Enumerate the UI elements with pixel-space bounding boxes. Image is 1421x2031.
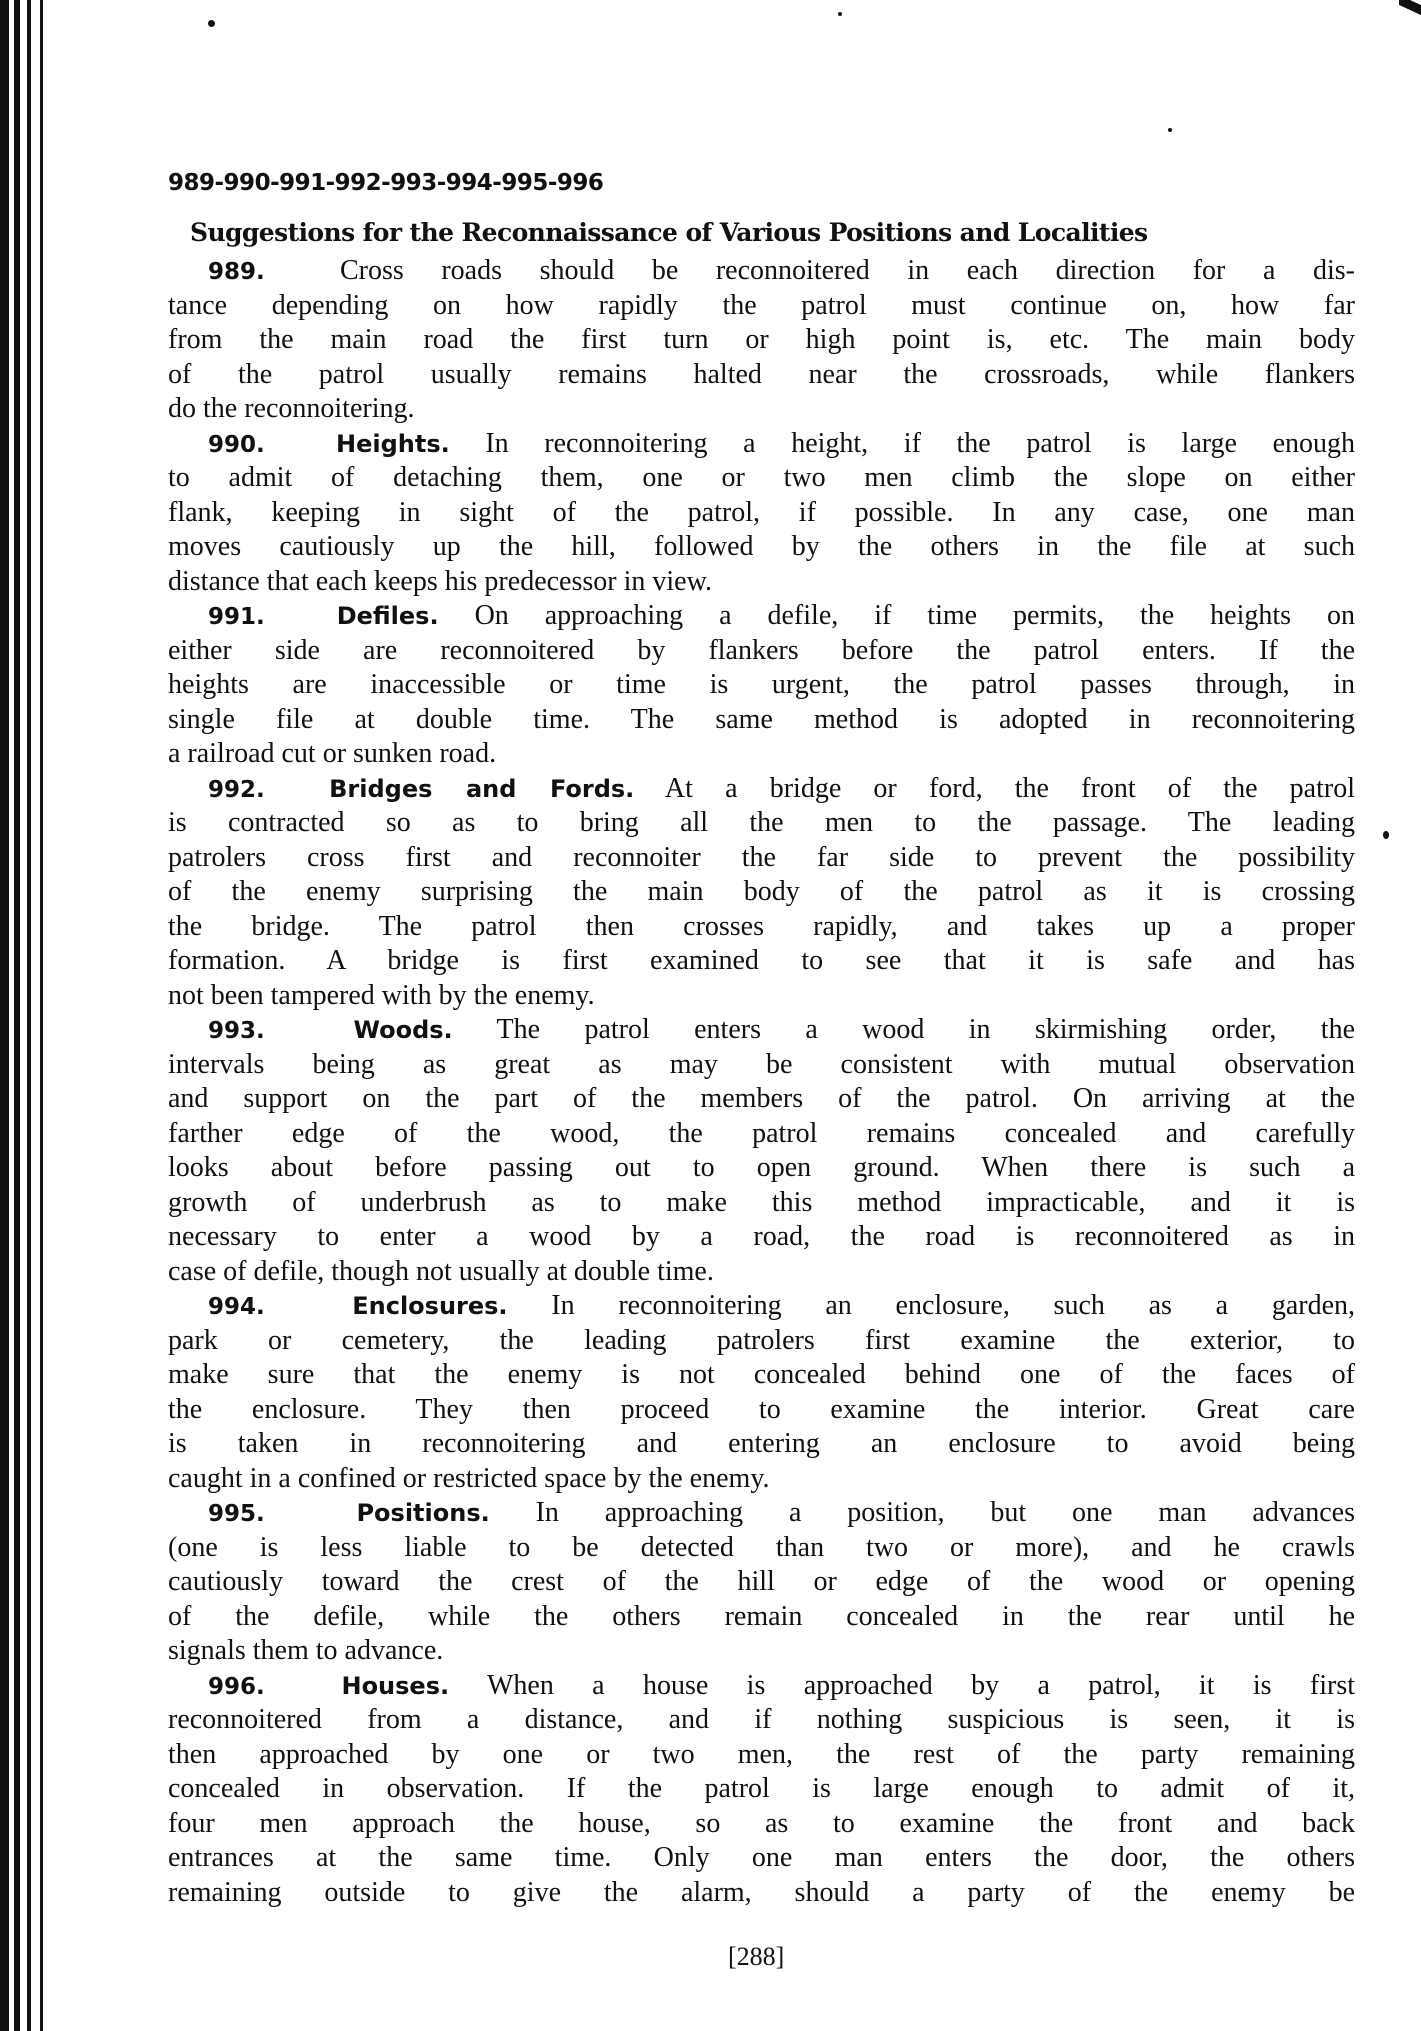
- line-text: In approaching a position, but one man advances: [535, 1497, 1355, 1528]
- text-line: [168, 1772, 1355, 1807]
- line-text: In reconnoitering an enclosure, such as a garden,: [551, 1290, 1355, 1321]
- section-title: Suggestions for the Reconnaissance of Various Positions and Localities: [190, 218, 1148, 247]
- text-line: [168, 461, 1355, 496]
- line-text: When a house is approached by a patrol, it is first: [486, 1669, 1355, 1701]
- scan-speck: [1383, 831, 1389, 839]
- line-text: The patrol enters a wood in skirmishing order, the: [496, 1014, 1355, 1045]
- section-range-header: 989-990-991-992-993-994-995-996: [168, 170, 604, 196]
- line-text: flank, keeping in sight of the patrol, if possible. In any case, one man: [168, 496, 1355, 528]
- page-binding-edge: [27, 0, 31, 2031]
- text-line: [168, 841, 1355, 876]
- line-text: looks about before passing out to open ground. When there is such a: [168, 1152, 1355, 1183]
- line-text: At a bridge or ford, the front of the patrol: [664, 772, 1355, 804]
- text-line: [168, 1738, 1355, 1773]
- paragraph: [168, 427, 1355, 600]
- line-text: Cross roads should be reconnoitered in each direction for a dis-: [339, 255, 1355, 286]
- line-text: not been tampered with by the enemy.: [168, 979, 595, 1011]
- paragraph: [168, 1496, 1355, 1669]
- text-line: [168, 1703, 1355, 1738]
- line-text: a railroad cut or sunken road.: [168, 738, 497, 769]
- text-line: [168, 254, 1355, 289]
- line-text: distance that each keeps his predecessor in view.: [168, 565, 712, 597]
- document-body: [168, 254, 1355, 1910]
- paragraph-heading: Bridges and Fords.: [329, 774, 635, 803]
- paragraph-number: 993.: [208, 1018, 265, 1044]
- text-line: [168, 1807, 1355, 1842]
- scan-speck: [838, 12, 842, 16]
- text-line: [168, 1358, 1355, 1393]
- text-line: [168, 1393, 1355, 1428]
- text-line: [168, 1876, 1355, 1911]
- page-binding-edge: [14, 0, 20, 2031]
- paragraph: [168, 1289, 1355, 1496]
- line-text: then approached by one or two men, the rest of the party remaining: [168, 1738, 1355, 1770]
- page-number: [288]: [728, 1942, 785, 1971]
- line-text: formation. A bridge is first examined to see that it is safe and has: [168, 945, 1355, 976]
- text-line: [168, 1565, 1355, 1600]
- line-text: make sure that the enemy is not concealed behind one of the faces of: [168, 1359, 1355, 1390]
- line-text: concealed in observation. If the patrol is large enough to admit of it,: [168, 1773, 1355, 1804]
- text-line: [168, 496, 1355, 531]
- paragraph-number: 996.: [208, 1673, 265, 1700]
- text-line: [168, 1462, 1355, 1497]
- page-binding-edge: [40, 0, 43, 2031]
- paragraph-number: 992.: [208, 776, 265, 803]
- text-line: [168, 979, 1355, 1014]
- text-line: [168, 289, 1355, 324]
- scan-speck: [208, 20, 215, 27]
- line-text: single file at double time. The same method is adopted in reconnoitering: [168, 703, 1355, 735]
- text-line: [168, 806, 1355, 841]
- line-text: In reconnoitering a height, if the patrol is large enough: [485, 427, 1355, 459]
- text-line: [168, 427, 1355, 462]
- line-text: four men approach the house, so as to examine the front and back: [168, 1807, 1355, 1839]
- text-line: [168, 944, 1355, 979]
- text-line: [168, 1117, 1355, 1152]
- line-text: patrolers cross first and reconnoiter the far side to prevent the possibility: [168, 841, 1355, 873]
- line-text: caught in a confined or restricted space by the enemy.: [168, 1462, 770, 1494]
- text-line: [168, 1151, 1355, 1186]
- text-line: [168, 910, 1355, 945]
- text-line: [168, 1841, 1355, 1876]
- line-text: reconnoitered from a distance, and if nothing suspicious is seen, it is: [168, 1704, 1355, 1735]
- line-text: intervals being as great as may be consistent with mutual observation: [168, 1048, 1355, 1080]
- paragraph-heading: Enclosures.: [352, 1292, 508, 1320]
- line-text: of the defile, while the others remain concealed in the rear until he: [168, 1600, 1355, 1632]
- line-text: entrances at the same time. Only one man enters the door, the others: [168, 1842, 1355, 1873]
- line-text: is taken in reconnoitering and entering an enclosure to avoid being: [168, 1428, 1355, 1459]
- text-line: [168, 1531, 1355, 1566]
- page-binding-edge: [0, 0, 9, 2031]
- line-text: park or cemetery, the leading patrolers first examine the exterior, to: [168, 1324, 1355, 1356]
- line-text: necessary to enter a wood by a road, the road is reconnoitered as in: [168, 1221, 1355, 1252]
- paragraph: [168, 254, 1355, 427]
- paragraph: [168, 1669, 1355, 1911]
- line-text: of the patrol usually remains halted near the crossroads, while flankers: [168, 358, 1355, 390]
- text-line: [168, 1013, 1355, 1048]
- text-line: [168, 1496, 1355, 1531]
- text-line: [168, 1634, 1355, 1669]
- corner-mark: [1399, 0, 1421, 15]
- text-line: [168, 634, 1355, 669]
- paragraph-number: 991.: [208, 604, 265, 630]
- paragraph-number: 989.: [208, 259, 265, 285]
- paragraph-heading: Defiles.: [336, 602, 439, 630]
- line-text: farther edge of the wood, the patrol remains concealed and carefully: [168, 1117, 1355, 1149]
- paragraph-heading: Positions.: [356, 1499, 490, 1527]
- line-text: growth of underbrush as to make this method impracticable, and it is: [168, 1186, 1355, 1218]
- text-line: [168, 875, 1355, 910]
- paragraph-heading: Houses.: [341, 1671, 450, 1700]
- line-text: of the enemy surprising the main body of the patrol as it is crossing: [168, 876, 1355, 907]
- line-text: (one is less liable to be detected than two or more), and he crawls: [168, 1531, 1355, 1563]
- paragraph: [168, 772, 1355, 1014]
- line-text: moves cautiously up the hill, followed by the others in the file at such: [168, 531, 1355, 562]
- text-line: [168, 323, 1355, 358]
- line-text: the enclosure. They then proceed to examine the interior. Great care: [168, 1393, 1355, 1425]
- text-line: [168, 703, 1355, 738]
- line-text: signals them to advance.: [168, 1635, 444, 1666]
- text-line: [168, 565, 1355, 600]
- line-text: On approaching a defile, if time permits, the heights on: [474, 600, 1355, 631]
- text-line: [168, 1289, 1355, 1324]
- line-text: to admit of detaching them, one or two men climb the slope on either: [168, 462, 1355, 493]
- line-text: do the reconnoitering.: [168, 393, 415, 424]
- text-line: [168, 1220, 1355, 1255]
- paragraph-heading: Heights.: [335, 429, 450, 458]
- paragraph: [168, 1013, 1355, 1289]
- text-line: [168, 530, 1355, 565]
- scan-speck: [1168, 128, 1172, 132]
- text-line: [168, 392, 1355, 427]
- paragraph-heading: Woods.: [353, 1016, 453, 1044]
- text-line: [168, 1600, 1355, 1635]
- paragraph-number: 994.: [208, 1294, 265, 1320]
- paragraph: [168, 599, 1355, 772]
- text-line: [168, 1669, 1355, 1704]
- line-text: the bridge. The patrol then crosses rapidly, and takes up a proper: [168, 910, 1355, 942]
- line-text: is contracted so as to bring all the men to the passage. The leading: [168, 807, 1355, 838]
- line-text: and support on the part of the members of the patrol. On arriving at the: [168, 1083, 1355, 1114]
- text-line: [168, 1048, 1355, 1083]
- text-line: [168, 668, 1355, 703]
- text-line: [168, 1082, 1355, 1117]
- line-text: either side are reconnoitered by flankers before the patrol enters. If the: [168, 634, 1355, 666]
- text-line: [168, 358, 1355, 393]
- line-text: cautiously toward the crest of the hill or edge of the wood or opening: [168, 1566, 1355, 1597]
- text-line: [168, 1255, 1355, 1290]
- line-text: remaining outside to give the alarm, should a party of the enemy be: [168, 1876, 1355, 1908]
- line-text: from the main road the first turn or high point is, etc. The main body: [168, 324, 1355, 355]
- paragraph-number: 995.: [208, 1501, 265, 1527]
- text-line: [168, 1427, 1355, 1462]
- line-text: case of defile, though not usually at double time.: [168, 1255, 714, 1287]
- text-line: [168, 599, 1355, 634]
- line-text: heights are inaccessible or time is urgent, the patrol passes through, in: [168, 669, 1355, 700]
- text-line: [168, 1324, 1355, 1359]
- line-text: tance depending on how rapidly the patrol must continue on, how far: [168, 289, 1355, 321]
- text-line: [168, 1186, 1355, 1221]
- paragraph-number: 990.: [208, 431, 265, 458]
- text-line: [168, 772, 1355, 807]
- text-line: [168, 737, 1355, 772]
